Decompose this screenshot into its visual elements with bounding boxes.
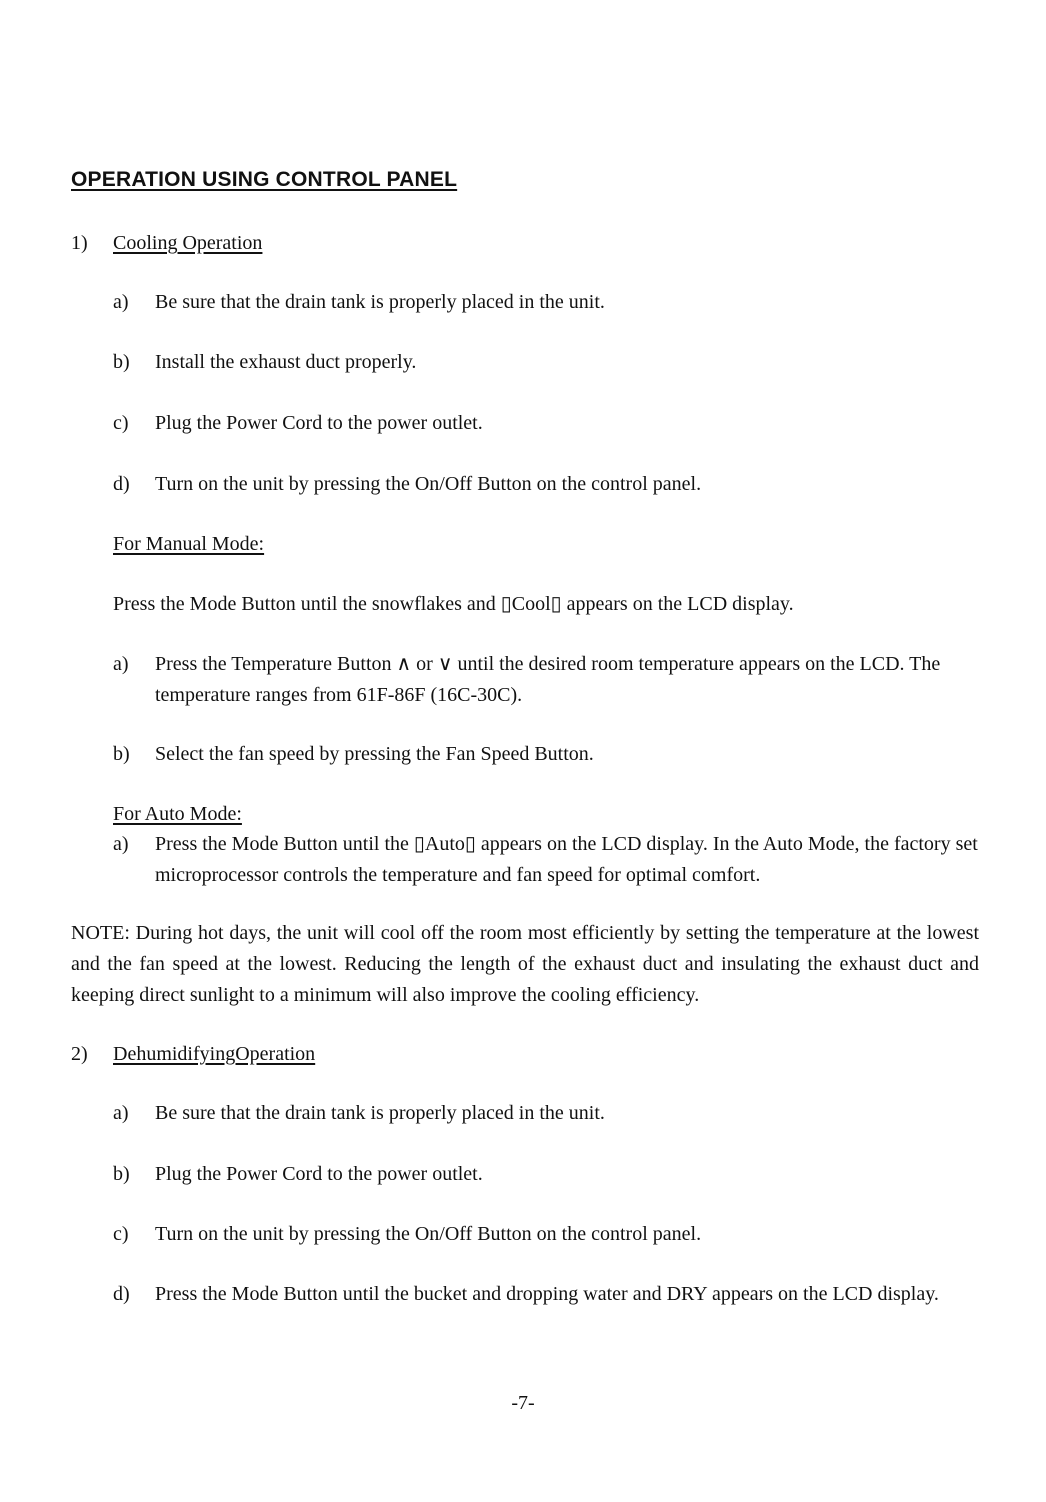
manual-mode-intro: Press the Mode Button until the snowflakes and ▯Cool▯ appears on the LCD display.: [113, 593, 794, 615]
cooling-note: NOTE: During hot days, the unit will cool off the room most efficiently by setting the temperature at the lowest and the fan speed at the lowest. Reducing the length of the exhaust duct and insulating the exhaust duct and keeping direct sunlight to a minimum will also improve the cooling efficiency.: [71, 922, 979, 1006]
section-title-cooling: Cooling Operation: [113, 232, 263, 254]
section-number-cooling: 1): [71, 232, 88, 254]
step-letter: b): [113, 743, 130, 765]
step-text: Be sure that the drain tank is properly placed in the unit.: [155, 291, 605, 313]
step-letter: a): [113, 653, 129, 675]
step-text: Press the Temperature Button ∧ or ∨ until the desired room temperature appears on the LCD. The temperature ranges from 61F-86F (16C-30C).: [155, 653, 941, 706]
step-letter: a): [113, 1102, 129, 1124]
step-text: Press the Mode Button until the ▯Auto▯ appears on the LCD display. In the Auto Mode, the factory set microprocessor controls the temperature and fan speed for optimal comfort.: [155, 833, 978, 886]
step-letter: a): [113, 291, 129, 313]
step-text: Plug the Power Cord to the power outlet.: [155, 1163, 483, 1185]
step-text: Turn on the unit by pressing the On/Off Button on the control panel.: [155, 1223, 702, 1245]
step-letter: b): [113, 1163, 130, 1185]
section-title-dehumidifying: DehumidifyingOperation: [113, 1043, 316, 1065]
step-text: Plug the Power Cord to the power outlet.: [155, 412, 483, 434]
step-letter: b): [113, 351, 130, 373]
step-letter: d): [113, 473, 130, 495]
manual-mode-title: For Manual Mode:: [113, 533, 265, 555]
step-text: Turn on the unit by pressing the On/Off Button on the control panel.: [155, 473, 702, 495]
step-letter: c): [113, 1223, 129, 1245]
step-text: Be sure that the drain tank is properly placed in the unit.: [155, 1102, 605, 1124]
section-number-dehumidifying: 2): [71, 1043, 88, 1065]
page-number: -7-: [511, 1392, 535, 1414]
step-letter: a): [113, 833, 129, 855]
step-letter: c): [113, 412, 129, 434]
step-text: Select the fan speed by pressing the Fan Speed Button.: [155, 743, 594, 765]
step-text: Press the Mode Button until the bucket and dropping water and DRY appears on the LCD display.: [155, 1283, 939, 1305]
page-heading: OPERATION USING CONTROL PANEL: [71, 168, 458, 191]
step-letter: d): [113, 1283, 130, 1305]
step-text: Install the exhaust duct properly.: [155, 351, 417, 373]
auto-mode-title: For Auto Mode:: [113, 803, 242, 825]
